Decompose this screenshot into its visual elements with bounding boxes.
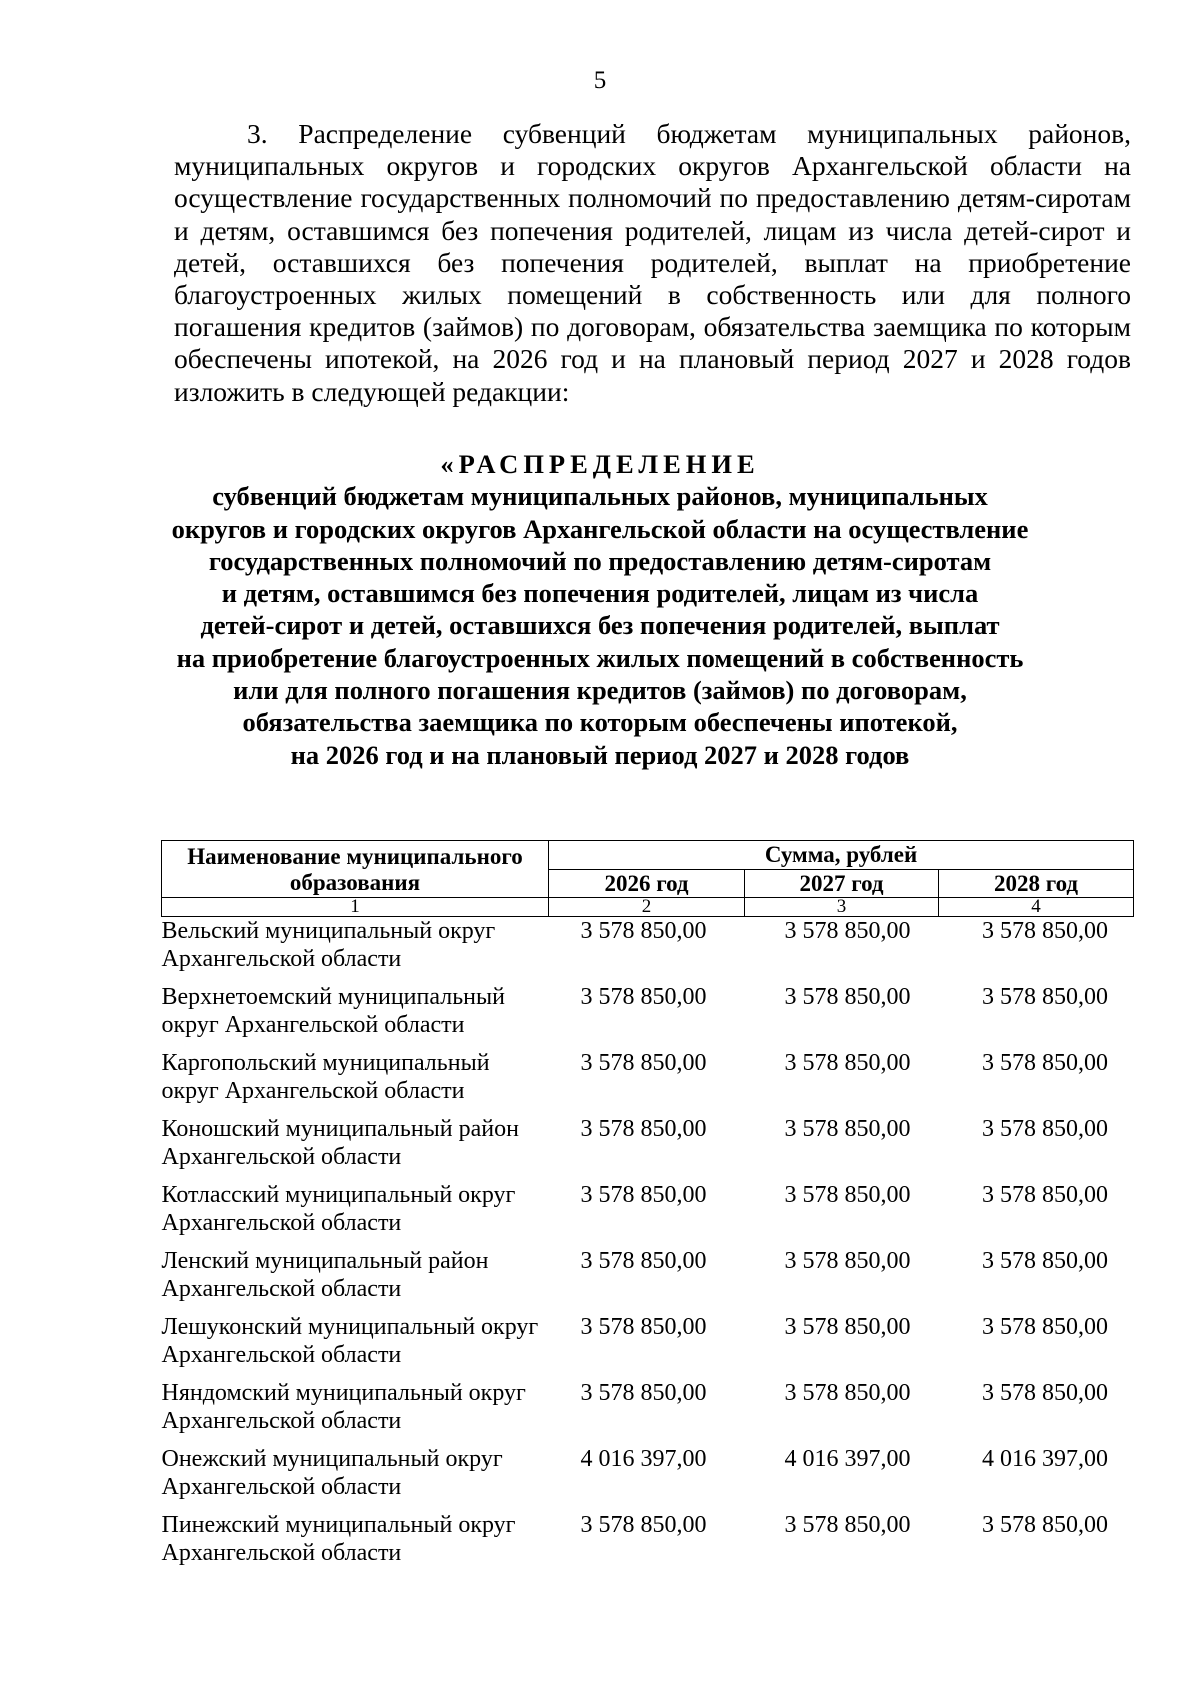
amount-2027: 3 578 850,00 <box>784 984 911 1010</box>
title-line: округов и городских округов Архангельской области на осуществление <box>171 513 1029 544</box>
amount-2026: 3 578 850,00 <box>580 1116 707 1142</box>
table-row <box>162 1115 1134 1181</box>
intro-paragraph: 3. Распределение субвенций бюджетам муниципальных районов, муниципальных округов и городских округов Архангельской области на осуществление государственных полномочий по предоставлению детям-сиротам и детям, оставшимся без попечения родителей, лицам из числа детей-сирот и детей, оставшихся без попечения родителей, выплат на приобретение благоустроенных жилых помещений в собственность или для полного погашения кредитов (займов) по договорам, обязательства заемщика по которым обеспечены ипотекой, на 2026 год и на плановый период 2027 и 2028 годов изложить в следующей редакции: <box>174 118 1131 407</box>
municipality-name: Котласский муниципальный округ Архангельской области <box>161 1182 516 1236</box>
title-line: и детям, оставшимся без попечения родителей, лицам из числа <box>221 578 979 609</box>
amount-2027: 3 578 850,00 <box>784 918 911 944</box>
page-number: 5 <box>593 67 607 94</box>
amount-2028: 3 578 850,00 <box>982 1050 1108 1076</box>
title-line: государственных полномочий по предоставлению детям-сиротам <box>208 545 992 576</box>
amount-2026: 3 578 850,00 <box>580 918 707 944</box>
title-line: обязательства заемщика по которым обеспечены ипотекой, <box>242 707 958 738</box>
amount-2026: 3 578 850,00 <box>580 1182 707 1208</box>
amount-2028: 3 578 850,00 <box>982 1248 1108 1274</box>
amount-2028: 3 578 850,00 <box>982 984 1108 1010</box>
amount-2026: 3 578 850,00 <box>580 1050 707 1076</box>
table-row <box>162 1247 1134 1313</box>
municipality-name: Ленский муниципальный район Архангельской области <box>161 1248 489 1302</box>
municipality-name: Няндомский муниципальный округ Архангельской области <box>161 1380 526 1434</box>
amount-2027: 3 578 850,00 <box>784 1116 911 1142</box>
municipality-name: Пинежский муниципальный округ Архангельской области <box>161 1512 516 1566</box>
municipality-name: Коношский муниципальный район Архангельской области <box>161 1116 519 1170</box>
amount-2027: 3 578 850,00 <box>784 1314 911 1340</box>
amount-2028: 3 578 850,00 <box>982 1116 1108 1142</box>
municipality-name: Вельский муниципальный округ Архангельской области <box>161 918 496 972</box>
header-year-2027: 2027 год <box>745 870 939 898</box>
amount-2026: 3 578 850,00 <box>580 1512 707 1538</box>
table-row <box>162 1379 1134 1445</box>
amount-2026: 3 578 850,00 <box>580 1248 707 1274</box>
amount-2026: 3 578 850,00 <box>580 1314 707 1340</box>
column-number: 2 <box>549 898 745 917</box>
amount-2027: 3 578 850,00 <box>784 1512 911 1538</box>
municipality-name: Онежский муниципальный округ Архангельской области <box>161 1446 503 1500</box>
column-number: 4 <box>939 898 1134 917</box>
amount-2028: 3 578 850,00 <box>982 1380 1108 1406</box>
amount-2028: 3 578 850,00 <box>982 1182 1108 1208</box>
amount-2026: 3 578 850,00 <box>580 984 707 1010</box>
amount-2026: 4 016 397,00 <box>580 1446 707 1472</box>
table-row <box>162 1049 1134 1115</box>
municipality-name: Каргопольский муниципальный округ Архангельской области <box>161 1050 490 1104</box>
header-municipality-name: Наименование муниципального образования <box>162 841 549 898</box>
table-row <box>162 983 1134 1049</box>
municipality-name: Верхнетоемский муниципальный округ Архангельской области <box>161 984 505 1038</box>
header-sum-rubles: Сумма, рублей <box>549 841 1134 870</box>
title-line: субвенций бюджетам муниципальных районов, муниципальных <box>212 481 988 512</box>
title-heading: «РАСПРЕДЕЛЕНИЕ <box>440 449 760 479</box>
header-year-2028: 2028 год <box>939 870 1134 898</box>
title-line: на 2026 год и на плановый период 2027 и 2028 годов <box>290 739 910 770</box>
table-row <box>162 1313 1134 1379</box>
amount-2026: 3 578 850,00 <box>580 1380 707 1406</box>
title-line: на приобретение благоустроенных жилых помещений в собственность <box>176 642 1024 673</box>
amount-2028: 4 016 397,00 <box>982 1446 1108 1472</box>
distribution-title <box>150 448 1050 771</box>
table-row <box>162 1181 1134 1247</box>
municipality-name: Лешуконский муниципальный округ Архангельской области <box>161 1314 539 1368</box>
title-line: или для полного погашения кредитов (займов) по договорам, <box>233 675 967 706</box>
amount-2028: 3 578 850,00 <box>982 918 1108 944</box>
table-row <box>162 917 1134 984</box>
amount-2027: 3 578 850,00 <box>784 1380 911 1406</box>
table-row <box>162 1511 1134 1577</box>
table-row <box>162 1445 1134 1511</box>
distribution-table <box>161 840 1134 1577</box>
amount-2027: 3 578 850,00 <box>784 1248 911 1274</box>
column-number: 3 <box>745 898 939 917</box>
amount-2027: 3 578 850,00 <box>784 1182 911 1208</box>
column-number: 1 <box>162 898 549 917</box>
title-line: детей-сирот и детей, оставшихся без попечения родителей, выплат <box>200 610 1000 641</box>
amount-2027: 3 578 850,00 <box>784 1050 911 1076</box>
amount-2028: 3 578 850,00 <box>982 1512 1108 1538</box>
amount-2027: 4 016 397,00 <box>784 1446 911 1472</box>
amount-2028: 3 578 850,00 <box>982 1314 1108 1340</box>
header-year-2026: 2026 год <box>549 870 745 898</box>
